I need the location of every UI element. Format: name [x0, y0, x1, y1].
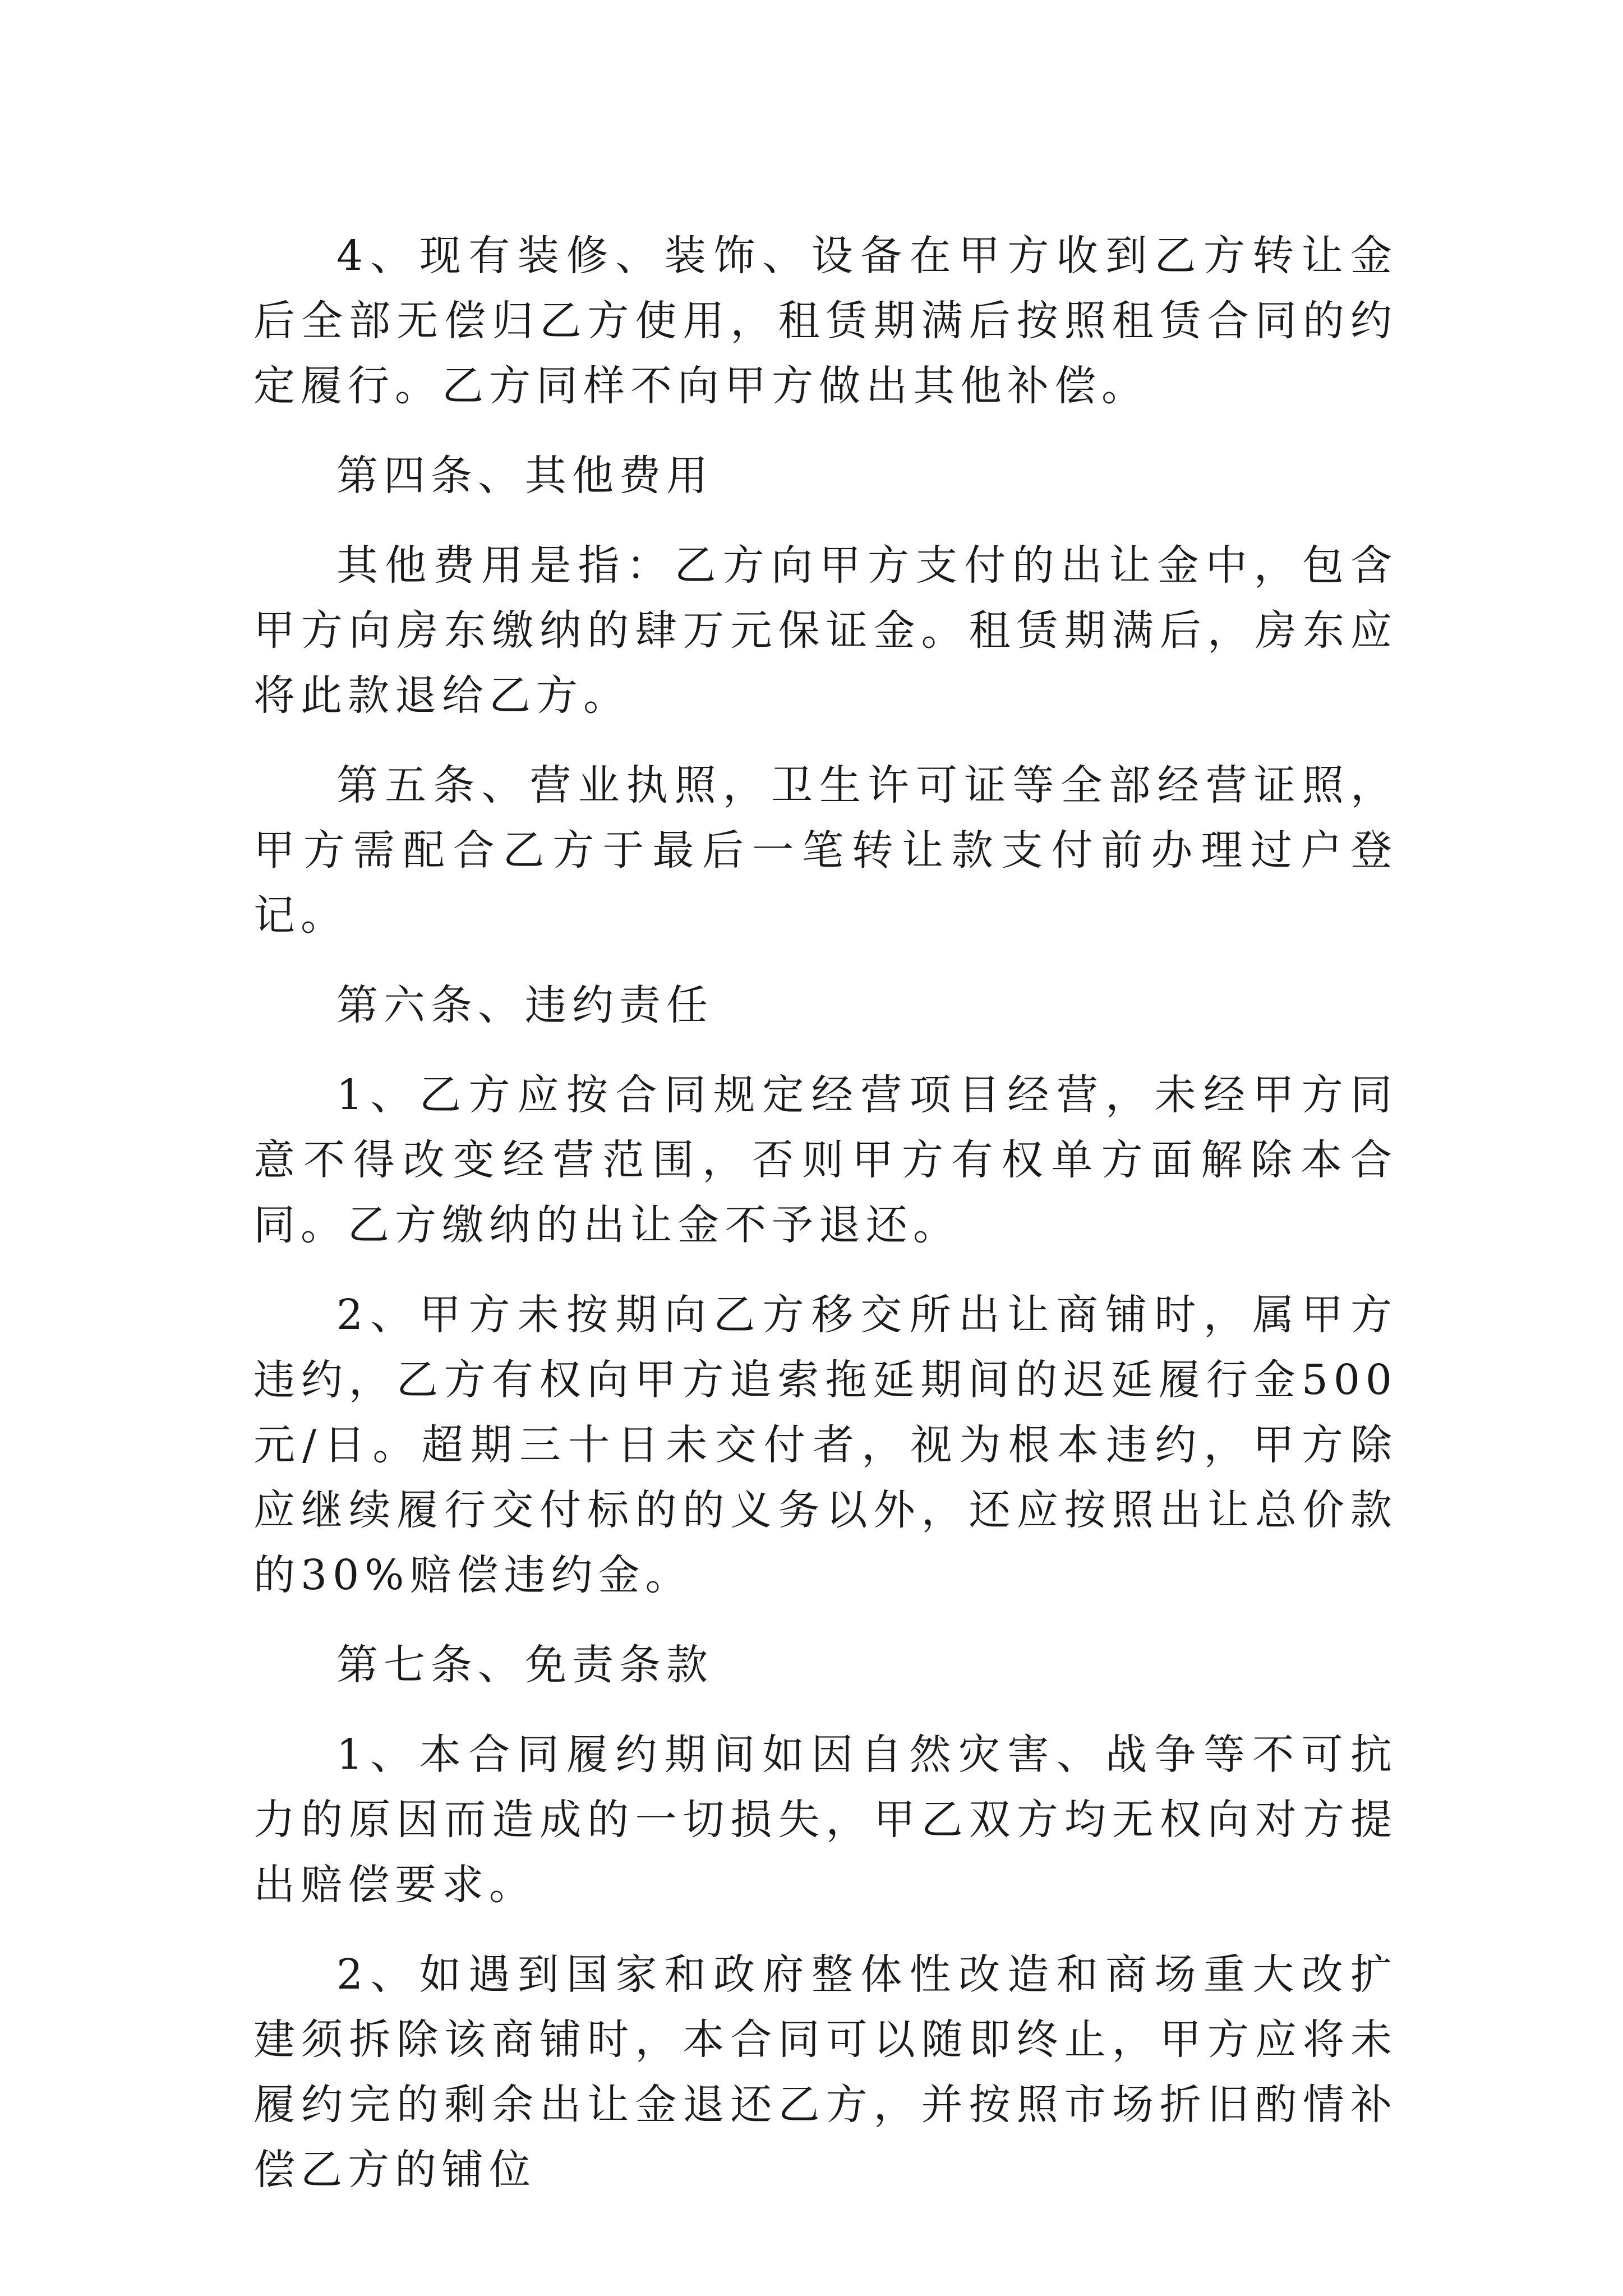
article-7-heading: 第七条、免责条款 [336, 1641, 713, 1689]
article-7-item-1: 1、本合同履约期间如因自然灾害、战争等不可抗力的原因而造成的一切损失，甲乙双方均无权向对方提出赔偿要求。 [253, 1731, 1398, 1909]
article-6-heading: 第六条、违约责任 [336, 981, 713, 1029]
article-5-text: 第五条、营业执照，卫生许可证等全部经营证照，甲方需配合乙方于最后一笔转让款支付前办理过户登记。 [253, 761, 1398, 940]
article-6-item-2: 2、甲方未按期向乙方移交所出让商铺时，属甲方违约，乙方有权向甲方追索拖延期间的迟延履行金500元/日。超期三十日未交付者，视为根本违约，甲方除应继续履行交付标的的义务以外，还应按照出让总价款的30%赔偿违约金。 [253, 1291, 1398, 1599]
document-body [253, 223, 1398, 2227]
clause-3-item-4: 4、现有装修、装饰、设备在甲方收到乙方转让金后全部无偿归乙方使用，租赁期满后按照租赁合同的约定履行。乙方同样不向甲方做出其他补偿。 [253, 232, 1398, 410]
article-7-item-2: 2、如遇到国家和政府整体性改造和商场重大改扩建须拆除该商铺时，本合同可以随即终止，甲方应将未履约完的剩余出让金退还乙方，并按照市场折旧酌情补偿乙方的铺位 [253, 1950, 1398, 2194]
article-4-text: 其他费用是指：乙方向甲方支付的出让金中，包含甲方向房东缴纳的肆万元保证金。租赁期满后，房东应将此款退给乙方。 [253, 541, 1398, 720]
article-4-heading: 第四条、其他费用 [336, 452, 713, 500]
article-6-item-1: 1、乙方应按合同规定经营项目经营，未经甲方同意不得改变经营范围，否则甲方有权单方面解除本合同。乙方缴纳的出让金不予退还。 [253, 1071, 1398, 1249]
